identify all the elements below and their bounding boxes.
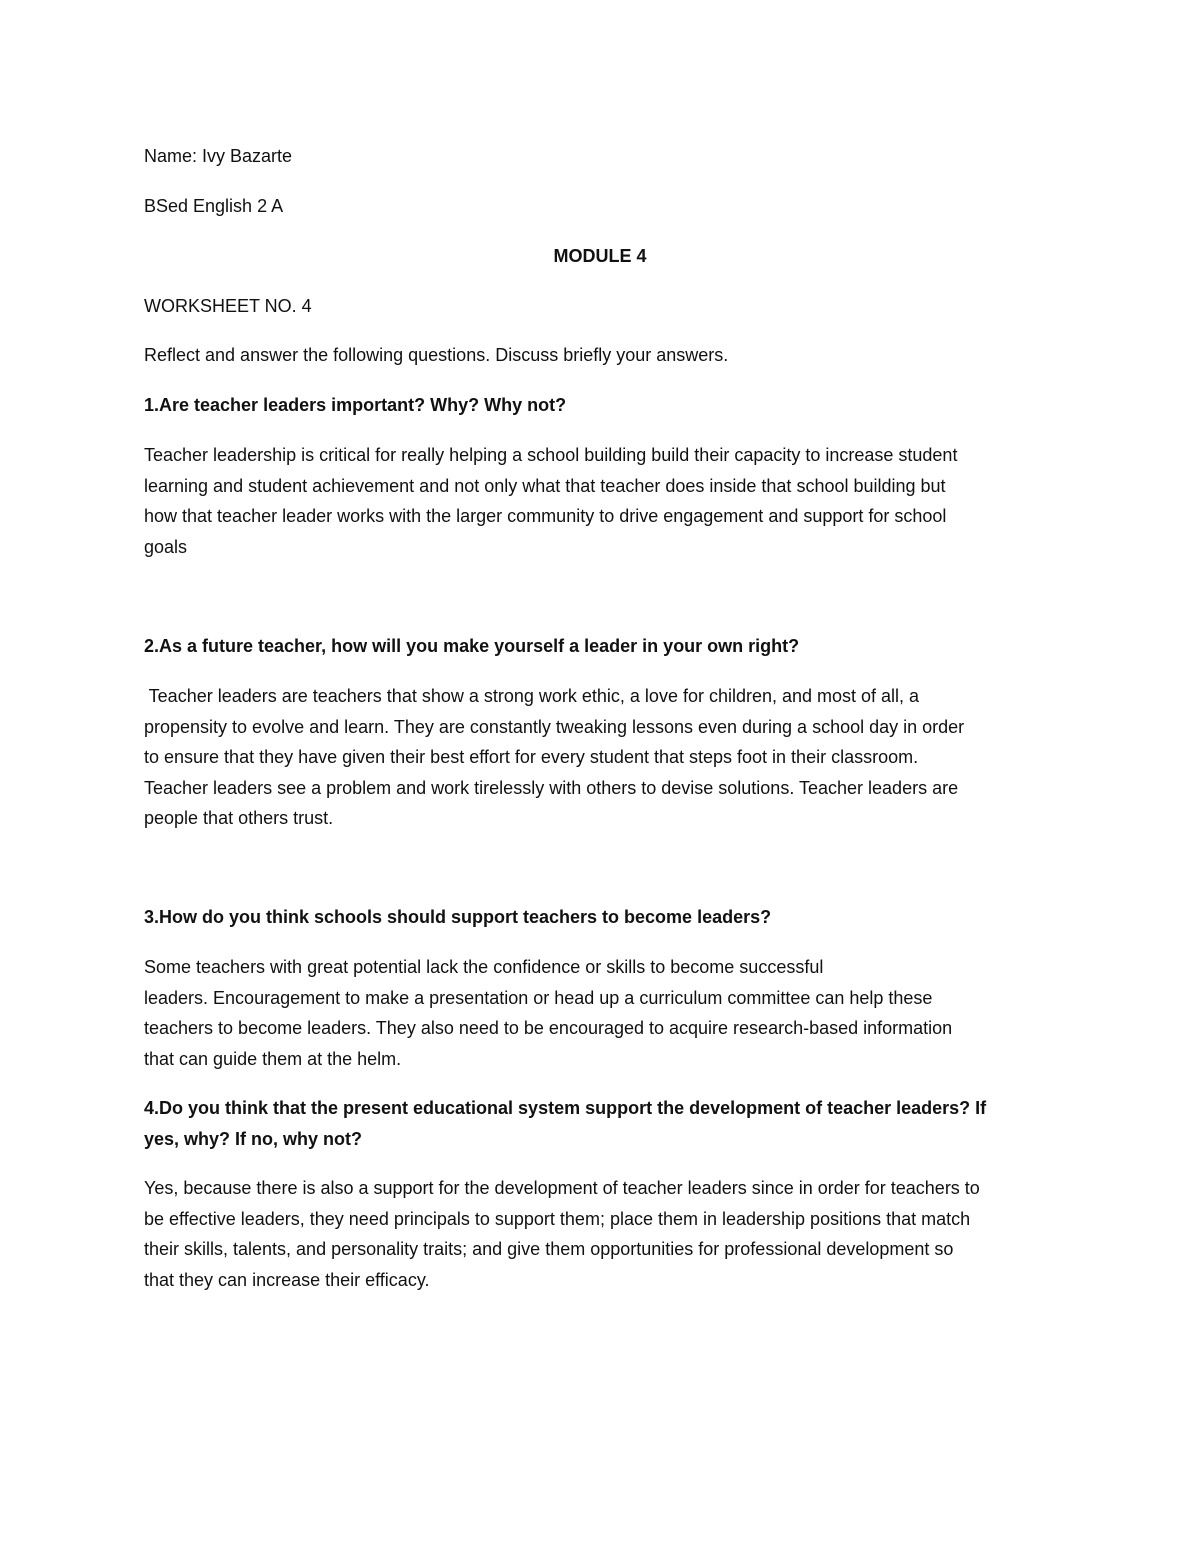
answer-3 (144, 952, 1074, 1074)
answer-1-line: goals (144, 536, 188, 557)
answer-1-line: Teacher leadership is critical for really helping a school building build their capacity to increase student (144, 445, 958, 465)
answer-4-line: that they can increase their efficacy. (144, 1269, 430, 1290)
answer-1 (144, 440, 1074, 562)
question-4-line: 4.Do you think that the present educational system support the development of teacher leaders? If (144, 1098, 987, 1118)
answer-2 (144, 681, 1074, 834)
question-4-line: yes, why? If no, why not? (144, 1128, 363, 1149)
answer-4 (144, 1173, 1074, 1295)
answer-2-line: Teacher leaders see a problem and work tirelessly with others to devise solutions. Teacher leaders are (144, 777, 959, 798)
answer-3-line: Some teachers with great potential lack the confidence or skills to become successful (144, 957, 824, 977)
answer-3-line: that can guide them at the helm. (144, 1048, 402, 1069)
answer-4-line: their skills, talents, and personality traits; and give them opportunities for professional development so (144, 1239, 954, 1259)
course-section: BSed English 2 A (144, 196, 284, 216)
worksheet-title: WORKSHEET NO. 4 (144, 296, 312, 316)
student-name: Name: Ivy Bazarte (144, 146, 293, 166)
instructions: Reflect and answer the following questions. Discuss briefly your answers. (144, 345, 729, 365)
answer-1-line: learning and student achievement and not only what that teacher does inside that school building but (144, 475, 946, 496)
answer-2-line: Teacher leaders are teachers that show a strong work ethic, a love for children, and most of all, a (144, 686, 920, 706)
question-2: 2.As a future teacher, how will you make yourself a leader in your own right? (144, 636, 800, 656)
answer-4-line: Yes, because there is also a support for the development of teacher leaders since in order for teachers to (144, 1178, 980, 1198)
answer-2-line: people that others trust. (144, 808, 334, 828)
question-1: 1.Are teacher leaders important? Why? Why not? (144, 395, 567, 415)
answer-2-line: propensity to evolve and learn. They are constantly tweaking lessons even during a school day in order (144, 716, 965, 737)
answer-2-line: to ensure that they have given their best effort for every student that steps foot in their classroom. (144, 747, 919, 767)
question-4 (144, 1093, 1074, 1154)
answer-4-line: be effective leaders, they need principals to support them; place them in leadership positions that match (144, 1208, 971, 1229)
answer-1-line: how that teacher leader works with the larger community to drive engagement and support for school (144, 506, 947, 526)
module-title: MODULE 4 (553, 246, 647, 266)
answer-3-line: teachers to become leaders. They also need to be encouraged to acquire research-based information (144, 1018, 953, 1038)
question-3: 3.How do you think schools should support teachers to become leaders? (144, 907, 772, 927)
answer-3-line: leaders. Encouragement to make a presentation or head up a curriculum committee can help these (144, 987, 933, 1008)
